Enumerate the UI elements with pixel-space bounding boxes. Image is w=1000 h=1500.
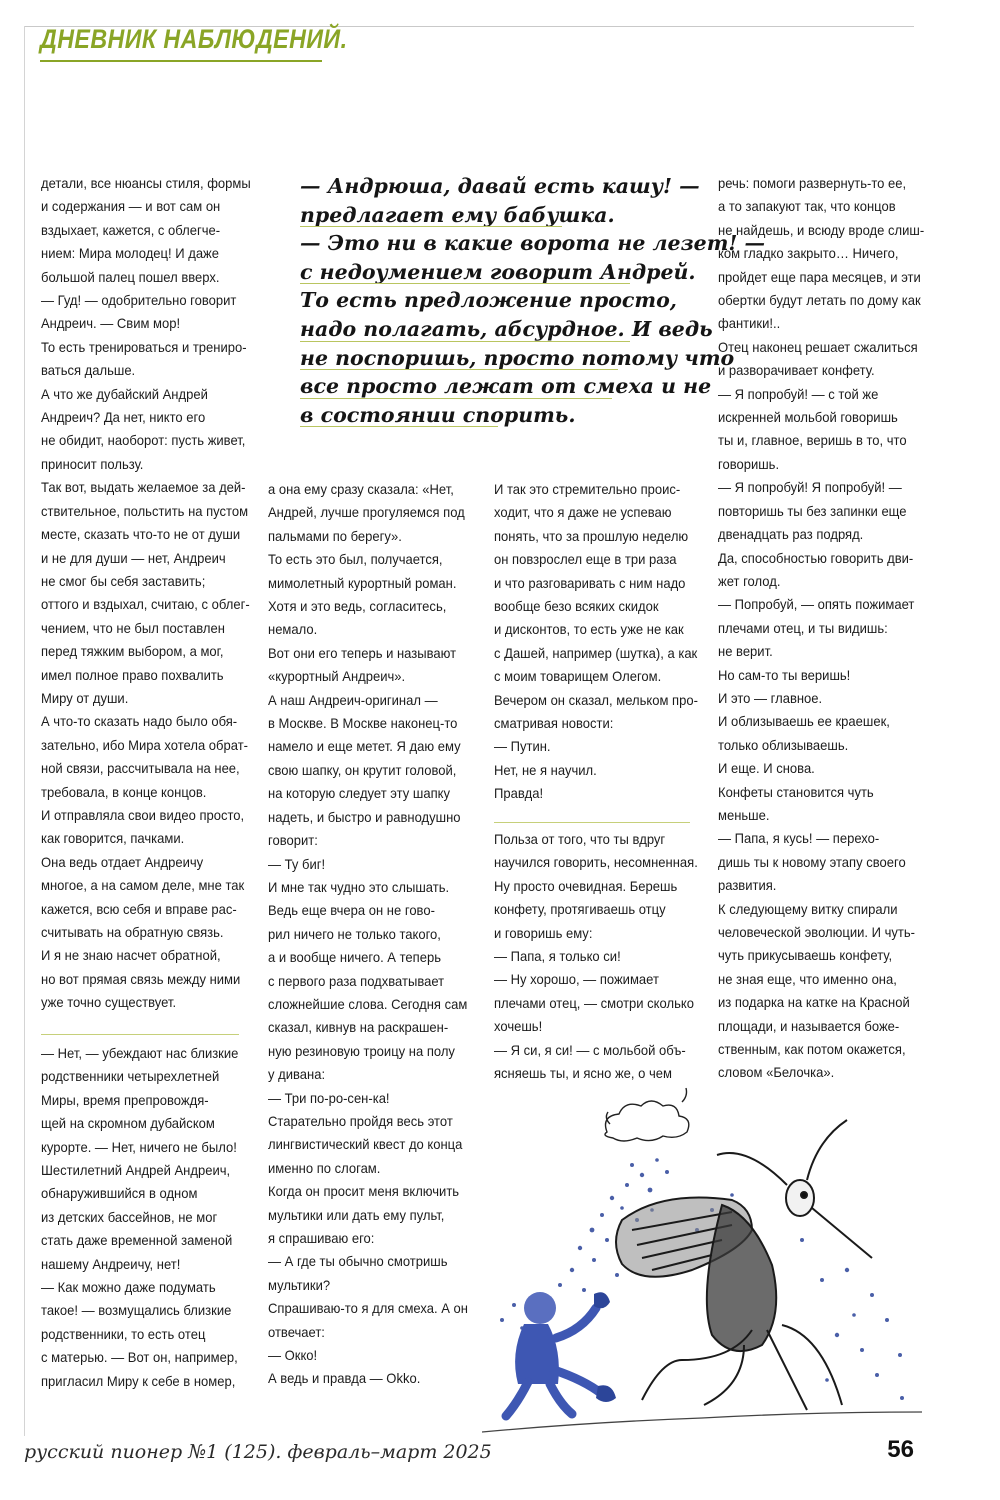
text-line: сказал, кивнув на раскрашен- — [268, 1019, 449, 1036]
text-line: лингвистический квест до конца — [268, 1136, 463, 1153]
text-line: чением, что не был поставлен — [41, 619, 225, 636]
text-line: плечами отец, и ты видишь: — [718, 619, 888, 636]
text-line: а и вообще ничего. А теперь — [268, 949, 441, 966]
text-line: И это — главное. — [718, 689, 823, 706]
pull-quote-line: в состоянии спорить. — [300, 402, 576, 427]
pull-quote-line: не поспоришь, просто потому что — [300, 345, 735, 370]
text-line: нием: Мира молодец! И даже — [41, 245, 220, 262]
column-divider — [41, 1034, 239, 1035]
text-line: Конфеты становится чуть — [718, 783, 874, 800]
text-line: ной связи, рассчитывала на нее, — [41, 760, 240, 777]
text-line: и дисконтов, то есть уже не как — [494, 621, 684, 638]
text-line: — А где ты обычно смотришь — [268, 1253, 448, 1270]
text-line: родственники четырехлетней — [41, 1068, 220, 1085]
text-line: Миру от души. — [41, 689, 129, 706]
text-line: ясняешь ты, и ясно же, о чем — [494, 1065, 672, 1082]
text-line: и разворачивает конфету. — [718, 362, 875, 379]
text-line: А что же дубайский Андрей — [41, 385, 208, 402]
text-line: К следующему витку спирали — [718, 900, 898, 917]
text-line: Андреич? Да нет, никто его — [41, 409, 206, 426]
text-line: ваться дальше. — [41, 362, 136, 379]
text-line: Она ведь отдает Андреичу — [41, 853, 204, 870]
text-line: фантики!.. — [718, 315, 781, 332]
text-line: — Три по-ро-сен-ка! — [268, 1089, 390, 1106]
text-line: а то запакуют так, что концов — [718, 198, 896, 215]
text-line: а она ему сразу сказала: «Нет, — [268, 481, 454, 497]
text-line: Спрашиваю-то я для смеха. А он — [268, 1300, 468, 1317]
text-line: на которую следует эту шапку — [268, 785, 450, 802]
text-line: не найдешь, и всюду вроде слиш- — [718, 221, 925, 238]
pull-quote-line: с недоумением говорит Андрей. — [300, 259, 696, 284]
text-line: сматривая новости: — [494, 715, 614, 732]
text-line: Вот они его теперь и называют — [268, 644, 457, 661]
text-line: человеческой эволюции. И чуть- — [718, 924, 915, 940]
text-line: надеть, и быстро и равнодушно — [268, 808, 461, 825]
text-line: — Попробуй, — опять пожимает — [718, 596, 915, 613]
text-line: меньше. — [718, 806, 770, 823]
text-line: повторишь ты без запинки еще — [718, 502, 907, 519]
text-line: курорте. — Нет, ничего не было! — [41, 1138, 237, 1155]
text-line: — Я си, я си! — с мольбой объ- — [494, 1041, 686, 1058]
text-line: перед тяжким выбором, а мог, — [41, 643, 224, 660]
text-line: пальмами по берегу». — [268, 527, 402, 544]
text-line: у дивана: — [268, 1066, 326, 1083]
text-line: намело и еще метет. Я даю ему — [268, 738, 461, 755]
text-line: То есть тренироваться и трениро- — [41, 338, 247, 355]
text-line: стать даже временной заменой — [41, 1232, 233, 1249]
left-margin-rule — [24, 26, 25, 1436]
text-line: и содержания — и вот сам он — [41, 198, 221, 215]
text-line: — Ну хорошо, — пожимает — [494, 971, 659, 988]
text-line: Правда! — [494, 785, 544, 802]
text-line: сложнейшие слова. Сегодня сам — [268, 995, 468, 1012]
text-line: И мне так чудно это слышать. — [268, 878, 450, 895]
text-line: жет голод. — [718, 572, 781, 589]
text-line: Старательно пройдя весь этот — [268, 1112, 453, 1129]
text-line: я спрашиваю его: — [268, 1230, 375, 1246]
text-line: А что-то сказать надо было обя- — [41, 713, 238, 730]
text-line: кажется, всю себя и вправе рас- — [41, 900, 237, 917]
text-line: свою шапку, он крутит головой, — [268, 761, 457, 778]
text-line: нашему Андреичу, нет! — [41, 1255, 181, 1272]
pull-quote-line: То есть предложение просто, — [300, 288, 677, 313]
text-line: словом «Белочка». — [718, 1064, 835, 1081]
text-line: оттого и вздыхал, считаю, с облег- — [41, 596, 250, 613]
text-line: И отправляла свои видео просто, — [41, 806, 245, 823]
text-line: Андреич. — Свим мор! — [41, 315, 181, 332]
text-line: такое! — возмущались близкие — [41, 1302, 232, 1319]
text-line: Когда он просит меня включить — [268, 1183, 460, 1200]
text-line: двенадцать раз подряд. — [718, 526, 864, 543]
text-line: щей на скромном дубайском — [41, 1115, 215, 1132]
text-line: в Москве. В Москве наконец-то — [268, 715, 458, 732]
text-line: Ну просто очевидная. Берешь — [494, 877, 678, 894]
column-1-top — [41, 172, 251, 1015]
text-line: обнаружившийся в одном — [41, 1185, 198, 1202]
text-line: дишь ты к новому этапу своего — [718, 853, 906, 870]
text-line: — Нет, — убеждают нас близкие — [41, 1045, 239, 1061]
text-line: пригласил Миру к себе в номер, — [41, 1372, 236, 1389]
text-line: речь: помоги развернуть-то ее, — [718, 175, 907, 191]
text-line: говоришь. — [718, 455, 780, 472]
text-line: с первого раза подхватывает — [268, 972, 445, 989]
text-line: с матерью. — Вот он, например, — [41, 1349, 238, 1366]
text-line: площади, и называется боже- — [718, 1017, 900, 1034]
text-line: считывать на обратную связь. — [41, 924, 224, 940]
text-line: и не для души — нет, Андреич — [41, 549, 226, 566]
text-line: только облизываешь. — [718, 736, 849, 753]
text-line: — Путин. — [494, 738, 551, 755]
text-line: — Как можно даже подумать — [41, 1279, 216, 1296]
text-line: А наш Андреич-оригинал — — [268, 691, 438, 708]
text-line: искренней мольбой говоришь — [718, 409, 898, 426]
text-line: понять, что за прошлую неделю — [494, 527, 689, 544]
text-line: ственным, как потом окажется, — [718, 1041, 906, 1058]
text-line: и говоришь ему: — [494, 924, 593, 941]
text-line: ствительное, польстить на пустом — [41, 502, 249, 519]
text-line: не обидит, наоборот: пусть живет, — [41, 432, 246, 449]
text-line: И облизываешь ее краешек, — [718, 713, 890, 730]
text-line: имел полное право похвалить — [41, 666, 224, 683]
text-line: Но сам-то ты веришь! — [718, 666, 851, 683]
child-figure — [506, 1292, 616, 1416]
text-line: с моим товарищем Олегом. — [494, 668, 662, 685]
text-line: отвечает: — [268, 1323, 325, 1340]
cloud-icon — [605, 1088, 689, 1141]
text-line: — Папа, я только си! — [494, 948, 621, 965]
text-line: как говорится, пачками. — [41, 830, 185, 847]
mosquito-figure — [616, 1120, 872, 1410]
column-4 — [718, 172, 928, 1085]
text-line: требовала, в конце концов. — [41, 783, 207, 800]
text-line: ты и, главное, веришь в то, что — [718, 432, 907, 449]
text-line: но вот прямая связь между ними — [41, 970, 241, 987]
column-2 — [268, 478, 478, 1391]
text-line: уже точно существует. — [41, 994, 177, 1011]
text-line: То есть это был, получается, — [268, 551, 443, 568]
text-line: ком гладко закрыто… Ничего, — [718, 245, 899, 262]
text-line: Да, способностью говорить дви- — [718, 549, 914, 566]
text-line: ную резиновую троицу на полу — [268, 1042, 455, 1059]
text-line: И я не знаю насчет обратной, — [41, 947, 221, 964]
column-1-bottom — [41, 1042, 251, 1393]
page-number: 56 — [887, 1436, 914, 1463]
text-line: — Я попробуй! Я попробуй! — — [718, 479, 902, 496]
text-line: мультики? — [268, 1276, 331, 1293]
text-line: месте, сказать что-то не от души — [41, 526, 241, 543]
text-line: обертки будут летать по дому как — [718, 292, 921, 309]
text-line: ходит, что я даже не успеваю — [494, 504, 672, 521]
text-line: мимолетный курортный роман. — [268, 574, 457, 591]
section-title: ДНЕВНИК НАБЛЮДЕНИЙ. — [40, 24, 348, 54]
text-line: не верит. — [718, 643, 773, 660]
text-line: большой палец пошел вверх. — [41, 268, 220, 285]
text-line: не смог бы себя заставить; — [41, 572, 206, 589]
text-line: Ведь еще вчера он не гово- — [268, 902, 435, 919]
ground-line — [482, 1412, 922, 1432]
text-line: он повзрослел еще в три раза — [494, 551, 677, 568]
text-line: — Окко! — [268, 1347, 318, 1364]
text-line: не зная еще, что именно она, — [718, 970, 897, 987]
text-line: — Я попробуй! — с той же — [718, 385, 879, 402]
pull-quote-line: — Андрюша, давай есть кашу! — — [300, 174, 700, 198]
text-line: развития. — [718, 877, 777, 894]
pull-quote-line: предлагает ему бабушка. — [300, 202, 615, 227]
text-line: вздыхает, кажется, с облегче- — [41, 221, 221, 238]
text-line: И еще. И снова. — [718, 760, 815, 777]
text-line: — Папа, я кусь! — перехо- — [718, 830, 880, 847]
text-line: А ведь и правда — Okko. — [268, 1370, 421, 1387]
section-title-underline — [40, 60, 322, 62]
text-line: и что разговаривать с ним надо — [494, 574, 686, 591]
text-line: именно по слогам. — [268, 1159, 381, 1176]
text-line: говорит: — [268, 832, 318, 849]
text-line: Хотя и это ведь, согласитесь, — [268, 598, 447, 615]
text-line: И так это стремительно проис- — [494, 481, 681, 497]
text-line: Андрей, лучше прогуляемся под — [268, 504, 465, 521]
text-line: плечами отец, — смотри сколько — [494, 994, 694, 1011]
text-line: «курортный Андреич». — [268, 668, 406, 685]
text-line: хочешь! — [494, 1018, 543, 1035]
pull-quote-line: надо полагать, абсурдное. И ведь — [300, 316, 713, 341]
snowflakes — [500, 1158, 904, 1400]
text-line: мультики или дать ему пульт, — [268, 1206, 445, 1223]
text-line: Нет, не я научил. — [494, 761, 597, 778]
text-line: научился говорить, несомненная. — [494, 854, 698, 871]
text-line: Миры, время препровождя- — [41, 1091, 209, 1108]
text-line: — Ту биг! — [268, 855, 326, 872]
text-line: детали, все нюансы стиля, формы — [41, 175, 251, 191]
text-line: родственники, то есть отец — [41, 1325, 206, 1342]
text-line: с Дашей, например (шутка), а как — [494, 644, 698, 661]
text-line: Вечером он сказал, мельком про- — [494, 691, 698, 708]
pull-quote-line: все просто лежат от смеха и не — [300, 374, 712, 399]
text-line: чуть прикусываешь конфету, — [718, 947, 893, 964]
column-divider — [494, 822, 690, 823]
text-line: Отец наконец решает сжалиться — [718, 338, 918, 355]
column-3-top — [494, 478, 704, 806]
text-line: — Гуд! — одобрительно говорит — [41, 292, 237, 309]
child-and-mosquito-illustration — [482, 1080, 922, 1436]
text-line: зательно, ибо Мира хотела обрат- — [41, 736, 248, 753]
text-line: конфету, протягиваешь отцу — [494, 901, 666, 918]
column-3-bottom — [494, 828, 704, 1085]
text-line: из подарка на катке на Красной — [718, 994, 910, 1011]
text-line: вообще безо всяких скидок — [494, 598, 659, 615]
pull-quote-line: — Это ни в какие ворота не лезет! — — [300, 231, 766, 256]
text-line: многое, а на самом деле, мне так — [41, 877, 245, 894]
text-line: из детских бассейнов, не мог — [41, 1208, 218, 1225]
publication-footer: русский пионер №1 (125). февраль–март 2025 — [24, 1441, 492, 1463]
text-line: Шестилетний Андрей Андреич, — [41, 1162, 231, 1179]
text-line: немало. — [268, 621, 318, 638]
text-line: приносит пользу. — [41, 455, 144, 472]
text-line: Так вот, выдать желаемое за дей- — [41, 479, 246, 496]
text-line: рил ничего не только такого, — [268, 925, 441, 942]
text-line: Польза от того, что ты вдруг — [494, 831, 666, 847]
text-line: пройдет еще пара месяцев, и эти — [718, 268, 921, 285]
